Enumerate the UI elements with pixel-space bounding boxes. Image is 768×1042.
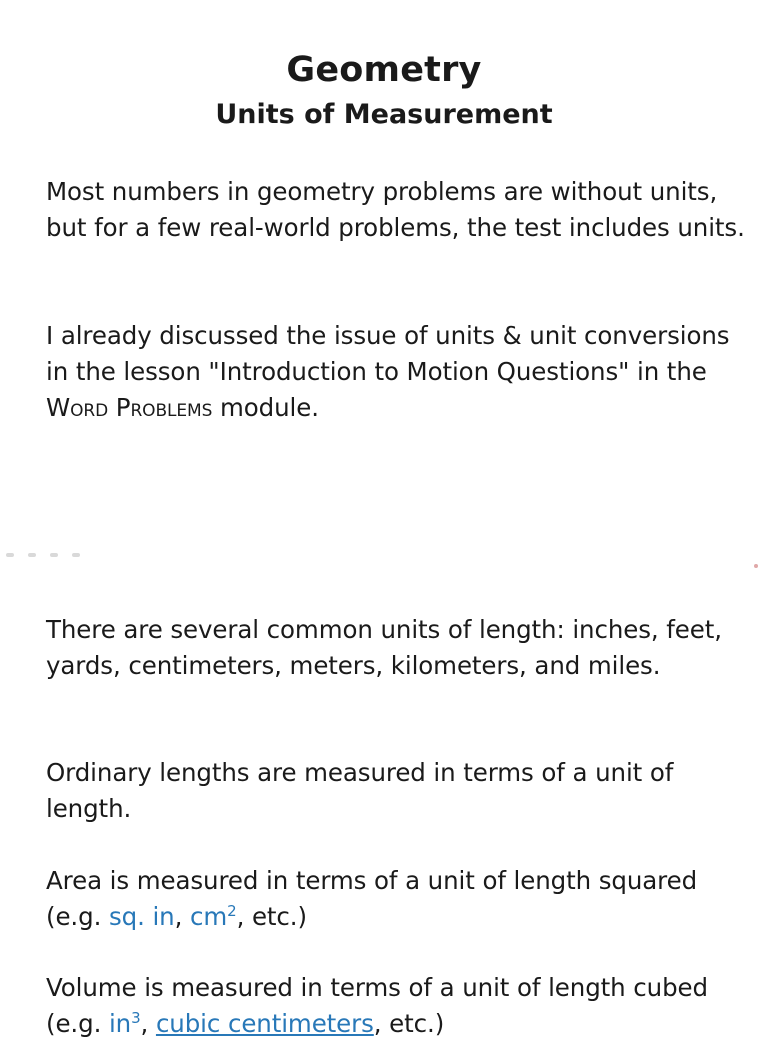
ordinary-lengths-paragraph: Ordinary lengths are measured in terms of a unit of length. xyxy=(46,758,674,823)
ghost-icon xyxy=(50,553,58,557)
volume-text: Volume is measured in terms of a unit of length cubed (e.g. xyxy=(46,973,708,1038)
area-tail: , etc.) xyxy=(236,902,307,931)
length-units-paragraph: There are several common units of length: inches, feet, yards, centimeters, meters, kilometers, and miles. xyxy=(46,615,722,680)
ghost-icon xyxy=(28,553,36,557)
volume-example-cubic-cm: cubic centimeters xyxy=(155,1009,374,1038)
area-example-cm2-exponent: 2 xyxy=(227,902,237,920)
volume-example-in3-base: in xyxy=(108,1009,132,1038)
area-example-cm2 xyxy=(190,902,237,931)
slide-geometry-intro xyxy=(0,0,768,520)
intro-paragraph: Most numbers in geometry problems are without units, but for a few real-world problems, the test includes units. xyxy=(46,177,745,242)
units-discussion-text: I already discussed the issue of units & unit conversions in the lesson "Introduction to Motion Questions" in the xyxy=(46,321,730,386)
ghost-icon xyxy=(6,553,14,557)
area-paragraph xyxy=(46,863,746,935)
area-separator: , xyxy=(174,902,190,931)
units-discussion-paragraph xyxy=(46,318,746,426)
volume-separator: , xyxy=(140,1009,156,1038)
area-example-cm2-base: cm xyxy=(189,902,228,931)
module-name: Word Problems xyxy=(46,393,213,422)
volume-tail: , etc.) xyxy=(373,1009,445,1038)
volume-paragraph xyxy=(46,970,746,1042)
ghost-icon xyxy=(72,553,80,557)
volume-example-in3-exponent: 3 xyxy=(131,1009,141,1027)
page-subtitle: Units of Measurement xyxy=(215,99,553,130)
units-discussion-tail: module. xyxy=(212,393,319,422)
area-text: Area is measured in terms of a unit of length squared (e.g. xyxy=(46,866,698,931)
page-title: Geometry xyxy=(286,50,482,90)
area-example-sq-in: sq. in xyxy=(108,902,175,931)
